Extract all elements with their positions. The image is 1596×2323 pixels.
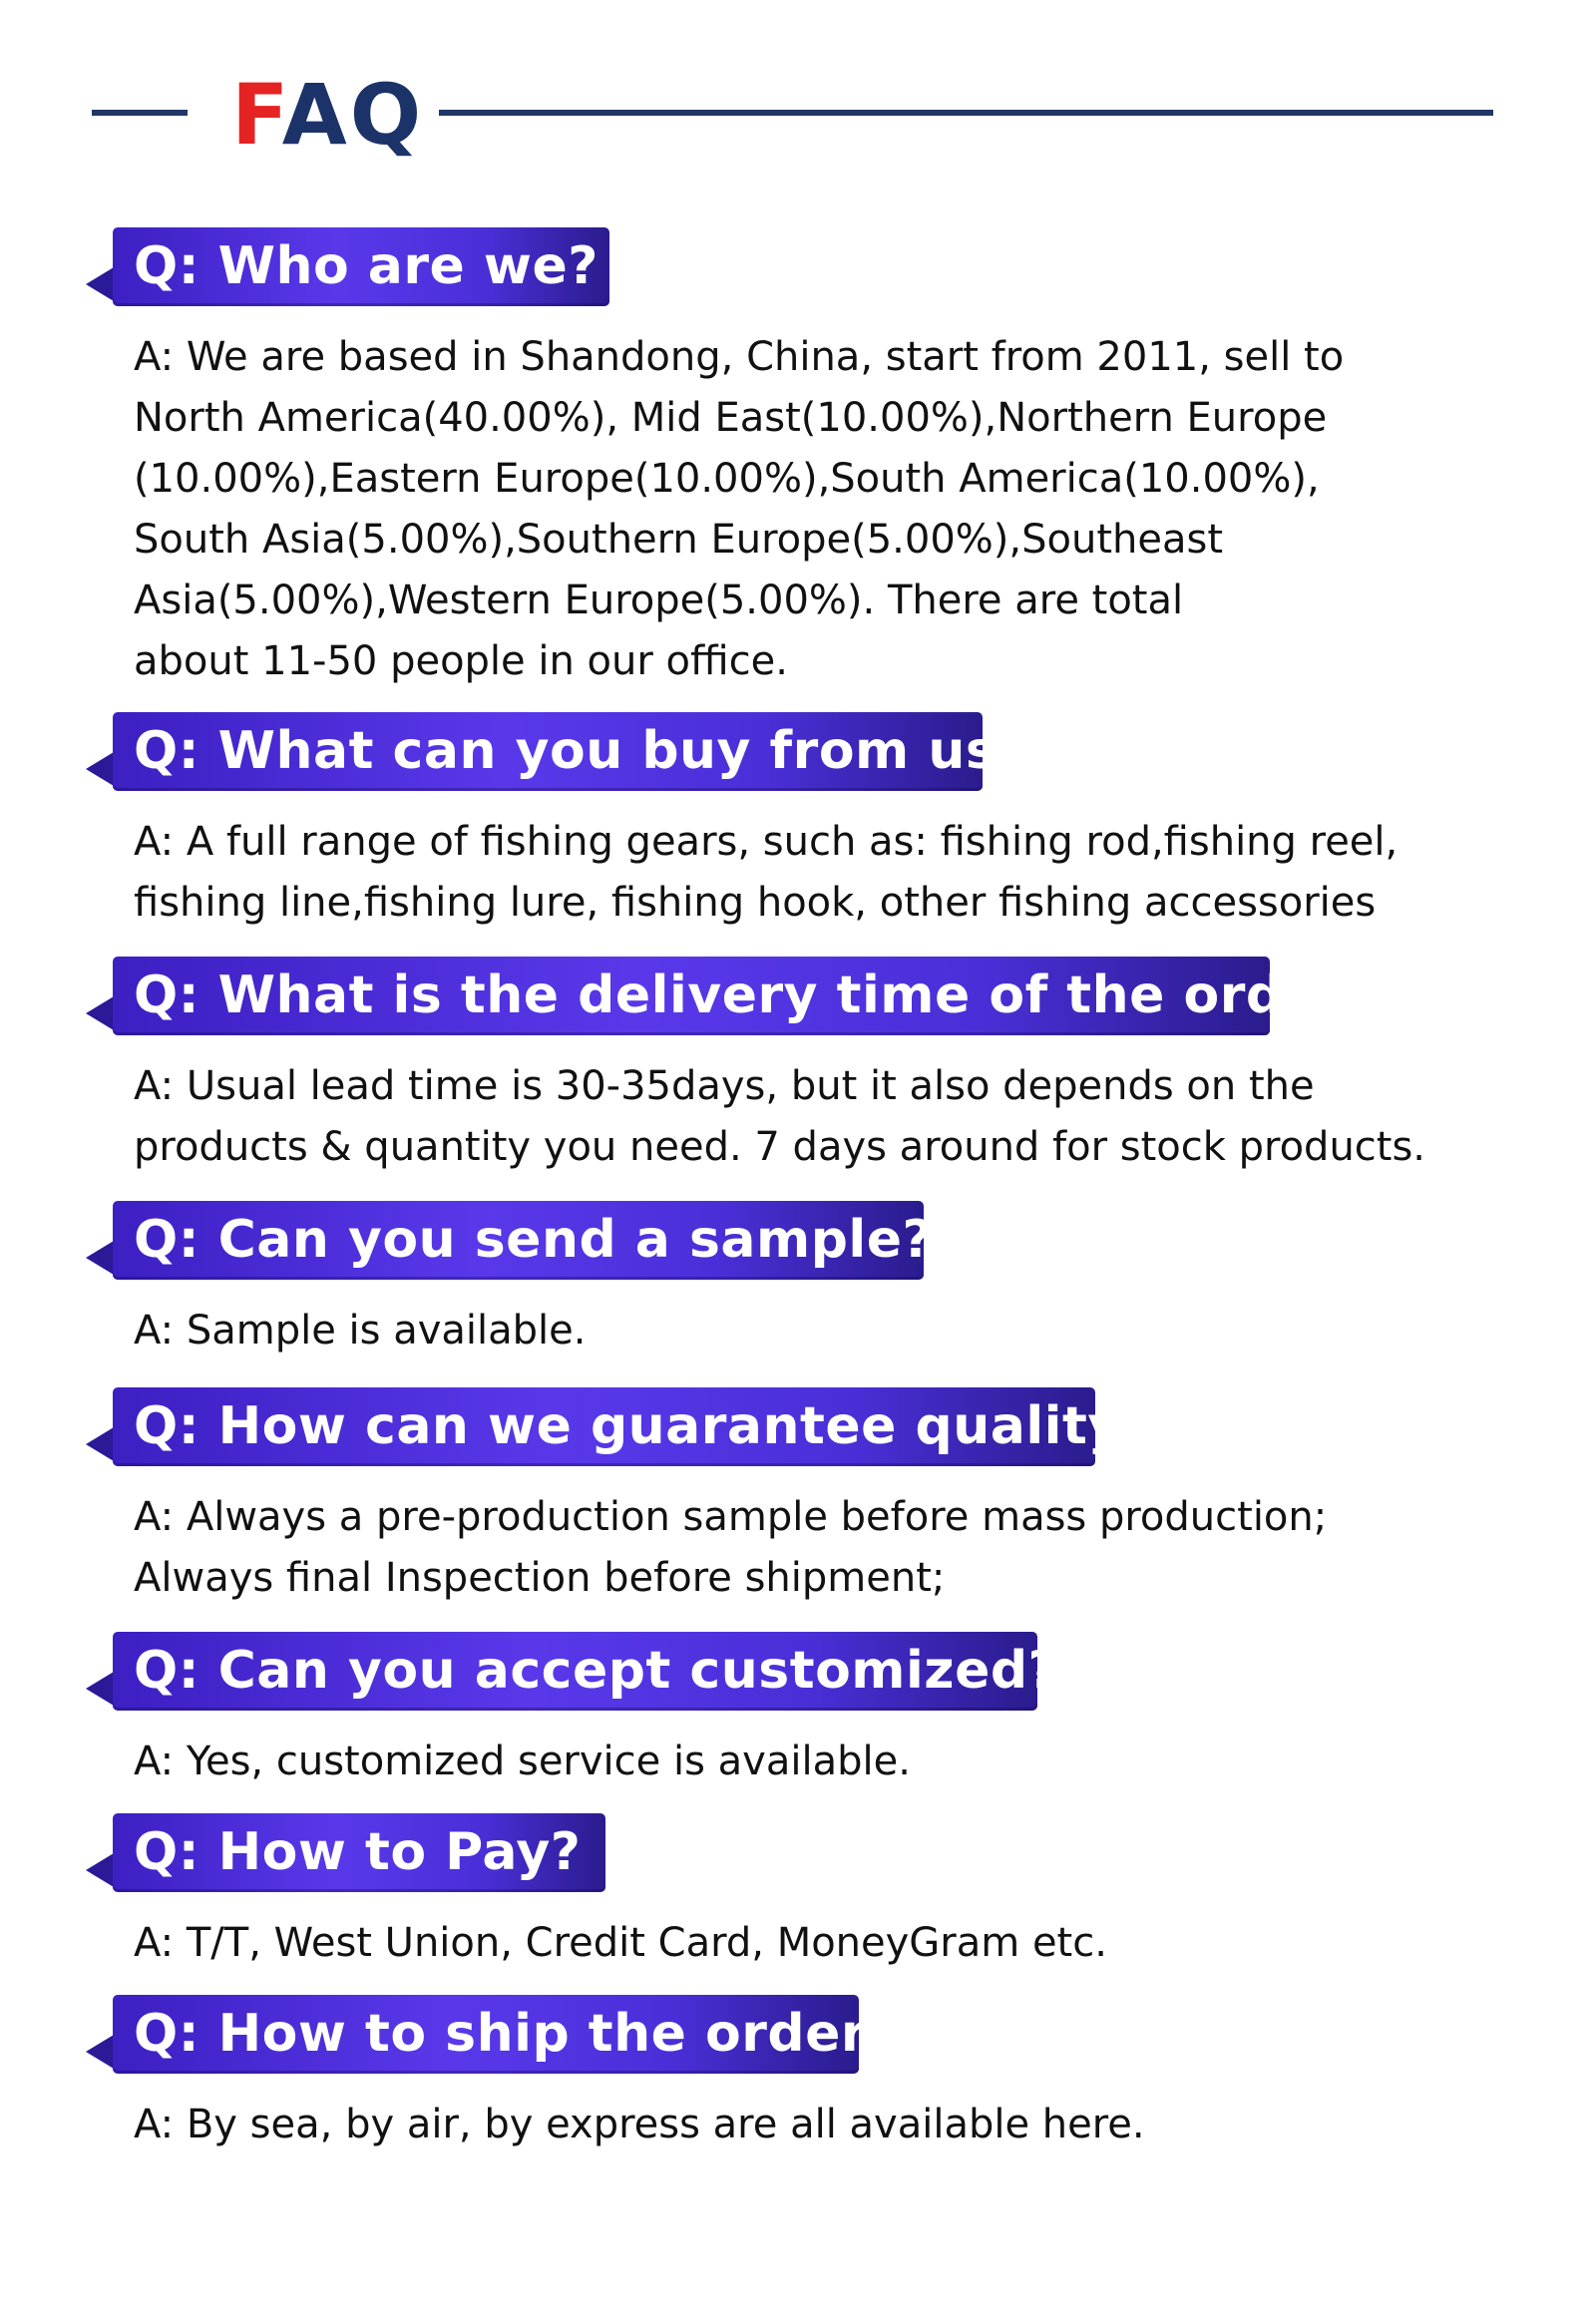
- header-rule-right: [439, 110, 1493, 116]
- question-tag-pointer: [86, 1672, 114, 1706]
- answer-text: A: Usual lead time is 30-35days, but it also depends on the products & quantity you need. 7 days around for stock products.: [134, 1063, 1426, 1170]
- question-tag-pointer: [86, 267, 114, 301]
- question-text: Q: Can you accept customized?: [134, 1641, 1059, 1701]
- question-tag-pointer: [86, 1427, 114, 1461]
- question-text: Q: What can you buy from us?: [134, 721, 1027, 781]
- question-text: Q: Can you send a sample?: [134, 1210, 934, 1270]
- question-tag-pointer: [86, 1853, 114, 1887]
- question-text: Q: Who are we?: [134, 236, 598, 296]
- faq-header: [0, 60, 1596, 170]
- answer-text: A: T/T, West Union, Credit Card, MoneyGram etc.: [134, 1920, 1107, 1966]
- question-text: Q: How can we guarantee quality?: [134, 1396, 1153, 1456]
- question-text: Q: What is the delivery time of the order?: [134, 966, 1377, 1025]
- answer-text: A: Always a pre-production sample before mass production; Always final Inspection before shipment;: [134, 1494, 1328, 1601]
- question-tag-pointer: [86, 996, 114, 1030]
- answer-text: A: We are based in Shandong, China, start from 2011, sell to North America(40.00%), Mid East(10.00%),Northern Europe (10.00%),Eastern Europe(10.00%),South America(10.00%), South Asia(5.00%),Southern Europe(5.00%),Southeast Asia(5.00%),Western Europe(5.00%). There are total about 11-50 people in our office.: [134, 334, 1345, 684]
- answer-text: A: A full range of fishing gears, such as: fishing rod,fishing reel, fishing line,fishing lure, fishing hook, other fishing accessories: [134, 819, 1398, 926]
- question-text: Q: How to Pay?: [134, 1822, 582, 1882]
- question-text: Q: How to ship the order?: [134, 2004, 898, 2064]
- question-tag-pointer: [86, 1241, 114, 1275]
- page-title: [231, 60, 424, 170]
- page-title-rest: AQ: [281, 66, 425, 164]
- question-tag-pointer: [86, 2035, 114, 2069]
- answer-text: A: Yes, customized service is available.: [134, 1739, 911, 1784]
- page-title-accent-letter: F: [231, 66, 282, 164]
- header-rule-left: [92, 110, 188, 116]
- answer-text: A: By sea, by air, by express are all available here.: [134, 2102, 1145, 2147]
- answer-text: A: Sample is available.: [134, 1308, 587, 1354]
- question-tag-pointer: [86, 752, 114, 786]
